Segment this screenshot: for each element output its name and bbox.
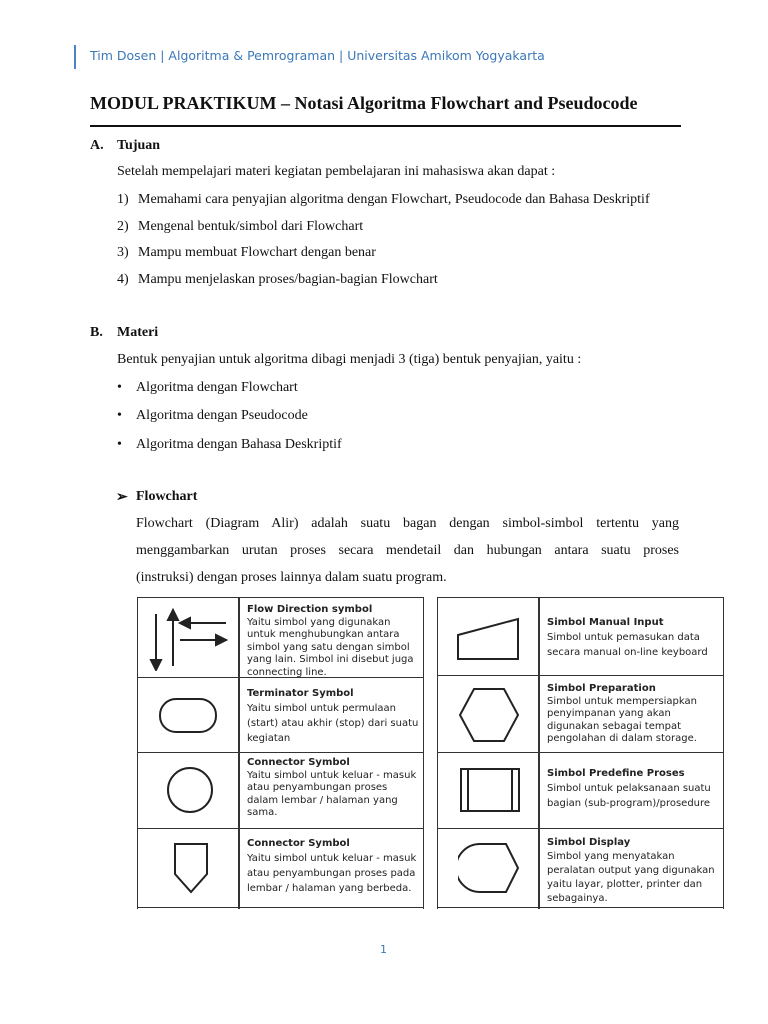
- bullet-item: Algoritma dengan Flowchart: [136, 380, 298, 395]
- section-b-heading: Materi: [117, 325, 159, 340]
- objective-text: Mengenal bentuk/simbol dari Flowchart: [138, 219, 364, 234]
- bullet-icon: •: [117, 380, 122, 395]
- manual-input-icon: [454, 615, 522, 663]
- connector-circle-icon: [165, 765, 215, 815]
- bullet-item: Algoritma dengan Bahasa Deskriptif: [136, 437, 342, 452]
- symbol-title: Simbol Predefine Proses: [547, 768, 685, 779]
- arrow-bullet-icon: ➢: [116, 490, 128, 505]
- title-divider: [90, 125, 681, 127]
- page-title: MODUL PRAKTIKUM – Notasi Algoritma Flowchart and Pseudocode: [90, 93, 638, 113]
- header-accent-bar: [74, 45, 76, 69]
- objective-num: 3): [117, 245, 129, 260]
- symbol-row: [438, 598, 723, 676]
- symbol-title: Simbol Manual Input: [547, 617, 664, 628]
- objective-text: Mampu membuat Flowchart dengan benar: [138, 245, 376, 260]
- symbol-row: [138, 752, 423, 829]
- objective-text: Memahami cara penyajian algoritma dengan Flowchart, Pseudocode dan Bahasa Deskriptif: [138, 192, 650, 207]
- symbol-description: Yaitu simbol untuk keluar - masuk atau penyambungan proses pada lembar / halaman yang berbeda.: [247, 853, 417, 894]
- symbol-description: Simbol untuk pemasukan data secara manual on-line keyboard: [547, 632, 708, 658]
- flow-direction-icon: [148, 606, 228, 671]
- symbol-description: Yaitu simbol yang digunakan untuk menghubungkan antara simbol yang satu dengan simbol yang lain. Simbol ini disebut juga connecting line.: [247, 616, 414, 678]
- symbol-title: Connector Symbol: [247, 757, 350, 768]
- symbol-table-left: [137, 597, 424, 909]
- symbol-row: [438, 828, 723, 908]
- objective-text: Mampu menjelaskan proses/bagian-bagian Flowchart: [138, 272, 438, 287]
- display-icon: [458, 840, 524, 896]
- bullet-icon: •: [117, 408, 122, 423]
- symbol-description: Yaitu simbol untuk permulaan (start) atau akhir (stop) dari suatu kegiatan: [247, 703, 419, 744]
- symbol-row: [138, 828, 423, 908]
- section-b-label: B.: [90, 325, 103, 340]
- symbol-title: Terminator Symbol: [247, 688, 354, 699]
- symbol-row: [438, 675, 723, 753]
- terminator-icon: [158, 697, 220, 735]
- predefined-process-icon: [458, 766, 522, 816]
- flowchart-paragraph-line: Flowchart (Diagram Alir) adalah suatu bagan dengan simbol-simbol tertentu yang: [136, 516, 679, 531]
- flowchart-heading: Flowchart: [136, 489, 198, 504]
- page-header: Tim Dosen | Algoritma & Pemrograman | Universitas Amikom Yogyakarta: [90, 48, 545, 63]
- section-a-label: A.: [90, 138, 104, 153]
- symbol-row: [138, 598, 423, 678]
- bullet-icon: •: [117, 437, 122, 452]
- symbol-title: Simbol Display: [547, 837, 631, 848]
- section-a-intro: Setelah mempelajari materi kegiatan pembelajaran ini mahasiswa akan dapat :: [117, 164, 556, 179]
- symbol-row: [438, 752, 723, 829]
- symbol-title: Connector Symbol: [247, 838, 350, 849]
- page-number: 1: [380, 943, 387, 956]
- bullet-item: Algoritma dengan Pseudocode: [136, 408, 308, 423]
- section-a-heading: Tujuan: [117, 138, 161, 153]
- symbol-description: Simbol yang menyatakan peralatan output yang digunakan yaitu layar, plotter, printer dan sebagainya.: [547, 851, 715, 904]
- flowchart-paragraph-line: (instruksi) dengan proses lainnya dalam suatu program.: [136, 570, 447, 585]
- symbol-description: Simbol untuk pelaksanaan suatu bagian (sub-program)/prosedure: [547, 783, 711, 809]
- symbol-row: [138, 677, 423, 753]
- objective-num: 1): [117, 192, 129, 207]
- symbol-title: Simbol Preparation: [547, 683, 656, 694]
- preparation-hexagon-icon: [456, 685, 522, 745]
- section-b-intro: Bentuk penyajian untuk algoritma dibagi menjadi 3 (tiga) bentuk penyajian, yaitu :: [117, 352, 582, 367]
- symbol-title: Flow Direction symbol: [247, 604, 373, 615]
- objective-num: 4): [117, 272, 129, 287]
- objective-num: 2): [117, 219, 129, 234]
- symbol-description: Simbol untuk mempersiapkan penyimpanan yang akan digunakan sebagai tempat pengolahan di dalam storage.: [547, 695, 697, 744]
- symbol-description: Yaitu simbol untuk keluar - masuk atau penyambungan proses dalam lembar / halaman yang sama.: [247, 769, 417, 818]
- symbol-table-right: [437, 597, 724, 909]
- offpage-connector-icon: [171, 840, 211, 896]
- flowchart-paragraph-line: menggambarkan urutan proses secara mendetail dan hubungan antara suatu proses: [136, 543, 679, 558]
